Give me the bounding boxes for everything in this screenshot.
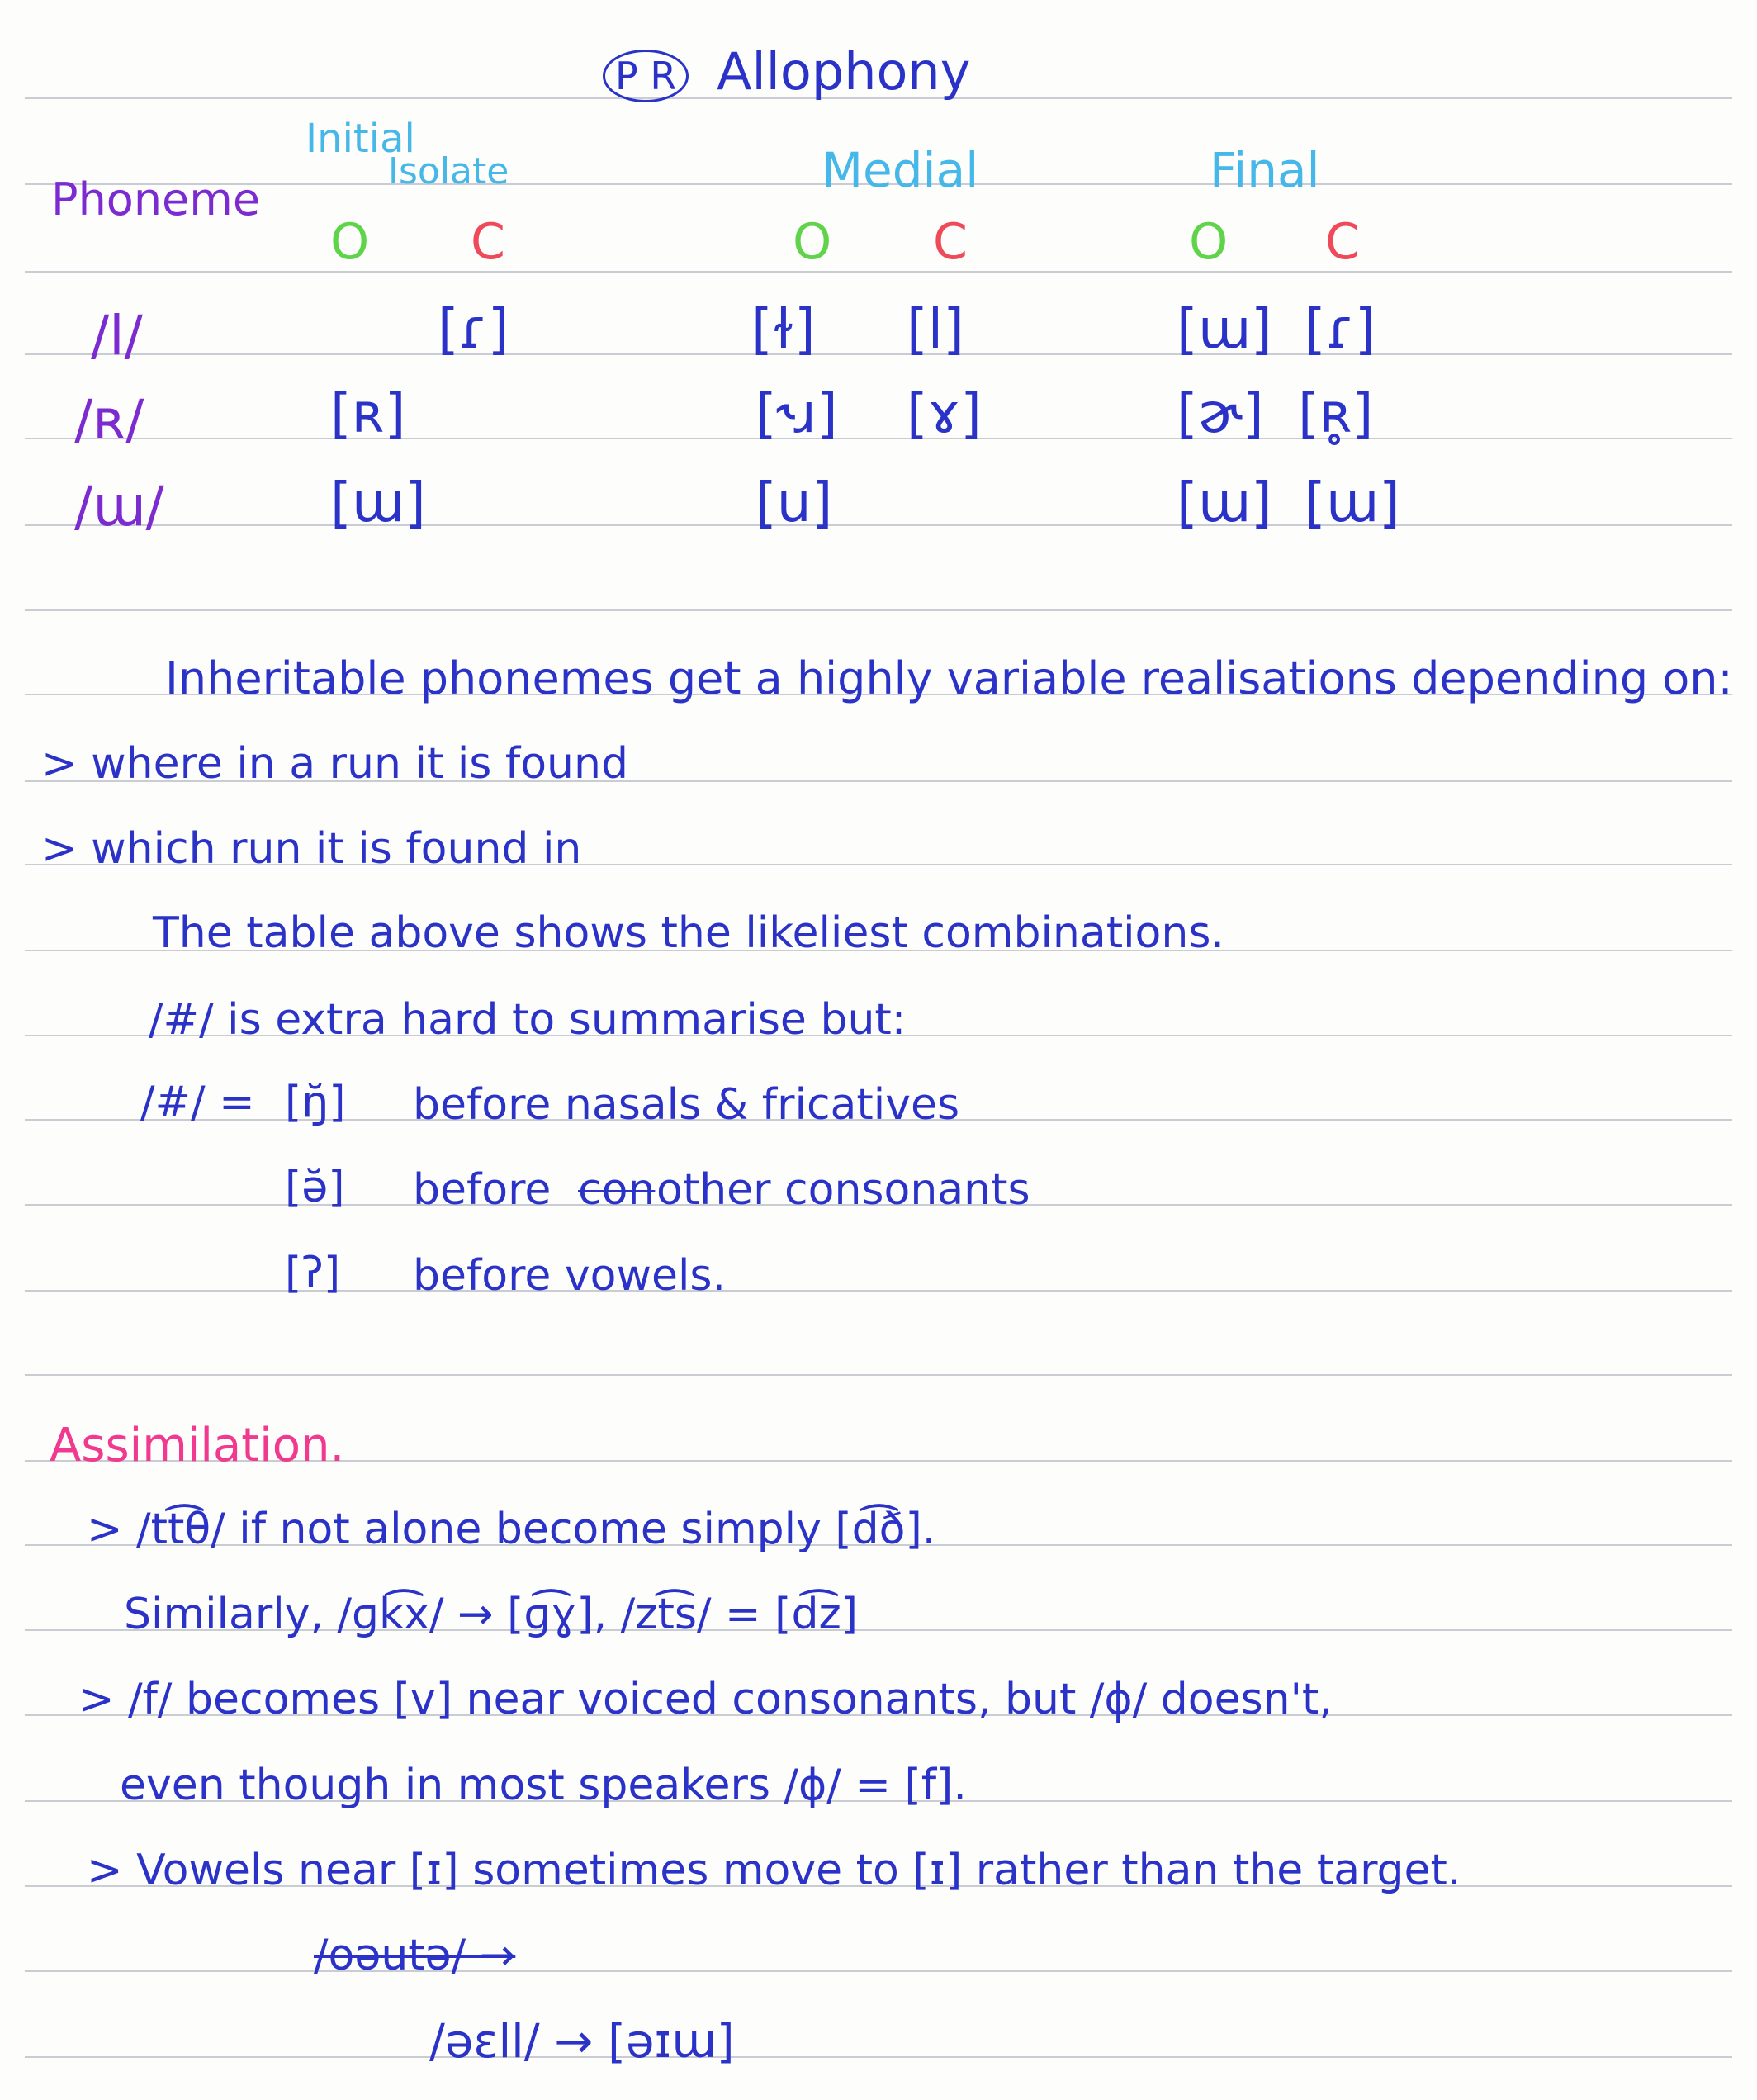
table-cell: [ɯ] — [1177, 471, 1272, 534]
struck-example: /oəutə/ → — [314, 1931, 516, 1980]
bullet-item: > which run it is found in — [41, 824, 582, 874]
table-cell: [ɫ] — [751, 297, 816, 361]
col-label-medial-open: O — [793, 213, 832, 271]
rule-sound: [ŋ̆] — [285, 1078, 346, 1127]
rule-sound: [ʔ] — [285, 1249, 341, 1298]
col-label-medial-closed: C — [933, 213, 968, 271]
col-label-initial-open: O — [330, 213, 370, 271]
col-label-final-closed: C — [1325, 213, 1360, 271]
table-cell: [l] — [907, 297, 964, 361]
rule-text: before vowels. — [413, 1251, 727, 1301]
note-text: The table above shows the likeliest combinations. — [153, 908, 1224, 958]
group-label-final: Final — [1210, 142, 1320, 198]
bullet-item: > where in a run it is found — [41, 739, 628, 789]
intro-text: Inheritable phonemes get a highly variable realisations depending on: — [165, 652, 1733, 704]
row-phoneme: /ɯ/ — [74, 475, 164, 538]
table-cell: [ɯ] — [1305, 471, 1400, 534]
table-cell: [ɤ] — [907, 382, 982, 445]
phoneme-header: Phoneme — [51, 173, 261, 225]
col-label-initial-closed: C — [471, 213, 505, 271]
rule-lhs: /#/ = — [140, 1078, 255, 1127]
title-text: Allophony — [717, 41, 971, 102]
example-line: /əɛll/ → [əɪɯ] — [429, 2015, 735, 2069]
rule-text: before nasals & fricatives — [413, 1080, 960, 1130]
col-label-final-open: O — [1189, 213, 1229, 271]
row-phoneme: /ʀ/ — [74, 388, 144, 452]
assimilation-line: > /f/ becomes [v] near voiced consonants, but /ɸ/ doesn't, — [78, 1675, 1333, 1724]
assimilation-line: > /tt͡θ/ if not alone become simply [d͡ð]. — [87, 1505, 936, 1554]
table-cell: [ʀ] — [330, 382, 406, 445]
rule-sound: [ə̆] — [285, 1163, 345, 1212]
page-title — [603, 41, 970, 102]
table-cell: [ɾ] — [438, 297, 509, 361]
assimilation-heading: Assimilation. — [50, 1419, 345, 1472]
table-cell: [u] — [755, 471, 833, 534]
table-cell: [ɯ] — [330, 471, 426, 534]
group-sublabel-isolate: Isolate — [388, 150, 509, 192]
table-cell: [˞ɹ] — [755, 382, 838, 445]
assimilation-line: Similarly, /ɡk͡x/ → [ɡ͡ɣ], /zt͡s/ = [d͡z] — [124, 1590, 859, 1639]
table-cell: [ɯ] — [1177, 297, 1272, 361]
table-cell: [ʀ̥] — [1298, 382, 1374, 445]
rule-text: other consonants — [656, 1165, 1030, 1215]
group-label-medial: Medial — [822, 142, 979, 198]
rule-text-pre: before — [413, 1165, 552, 1215]
table-cell: [ɾ] — [1305, 297, 1376, 361]
table-cell: [ɚ] — [1177, 382, 1264, 445]
row-phoneme: /l/ — [91, 304, 143, 367]
assimilation-line: even though in most speakers /ɸ/ = [f]. — [120, 1761, 967, 1810]
title-initials: P R — [603, 50, 689, 102]
assimilation-line: > Vowels near [ɪ] sometimes move to [ɪ] rather than the target. — [87, 1846, 1461, 1895]
group-label-initial: Initial — [305, 116, 415, 162]
note-text: /#/ is extra hard to summarise but: — [149, 995, 907, 1045]
struck-text: con — [578, 1165, 656, 1215]
